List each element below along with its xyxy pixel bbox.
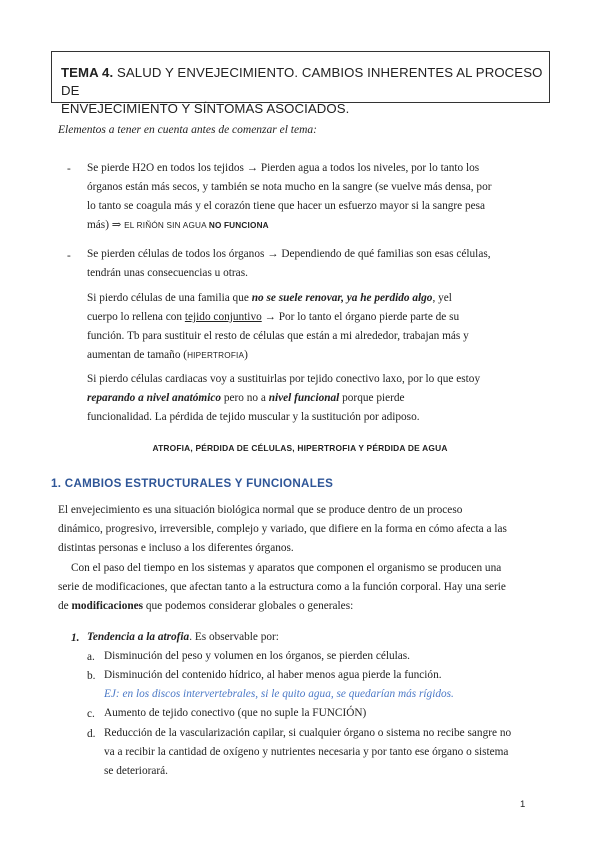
- bullet-1-line-2: órganos están más secos, y también se nota mucho en la sangre (se vuelve más densa, por: [87, 181, 492, 193]
- intro-text: Elementos a tener en cuenta antes de comenzar el tema:: [58, 124, 317, 136]
- para-1-line-1-end: , yel: [432, 292, 452, 304]
- para-1-line-2-start: cuerpo lo rellena con: [87, 311, 185, 323]
- section-p2-line-2: serie de modificaciones, que afectan tanto a la estructura como a la función corporal. Hay una serie: [58, 581, 506, 593]
- title-line-2: ENVEJECIMIENTO Y SÍNTOMAS ASOCIADOS.: [61, 101, 350, 116]
- atrophy-tendency: Tendencia a la atrofia: [87, 631, 190, 643]
- summary-line: ATROFIA, PÉRDIDA DE CÉLULAS, HIPERTROFIA Y PÉRDIDA DE AGUA: [152, 443, 448, 453]
- title-line-1: [61, 64, 549, 100]
- title-box: [51, 51, 550, 116]
- bullet-1-line-1: Se pierde H2O en todos los tejidos → Pierden agua a todos los niveles, por lo tanto los: [87, 162, 480, 174]
- kidney-note: [124, 221, 269, 230]
- anatomic-level-emphasis: reparando a nivel anatómico: [87, 392, 221, 404]
- title-text: SALUD Y ENVEJECIMIENTO. CAMBIOS INHERENTES AL PROCESO DE: [61, 65, 543, 98]
- para-1-line-4: [87, 346, 547, 365]
- para-2-line-1: Si pierdo células cardiacas voy a sustituirlas por tejido conectivo laxo, por lo que estoy: [87, 373, 481, 385]
- para-1-line-3: función. Tb para sustituir el resto de células que están a mi alrededor, trabajan más y: [87, 330, 469, 342]
- kidney-note-text: EL RIÑÓN SIN AGUA: [124, 221, 209, 230]
- section-p1-line-3: distintas personas e incluso a los diferentes órganos.: [58, 542, 294, 554]
- section-p1-line-2: dinámico, progresivo, irreversible, complejo y variado, que difiere en la forma en cómo afecta a las: [58, 523, 507, 535]
- para-1-emphasis: no se suele renovar, ya he perdido algo: [251, 292, 433, 304]
- title-number: TEMA 4.: [61, 65, 114, 80]
- sub-c-letter: c.: [87, 708, 95, 720]
- sub-d-text: [104, 724, 554, 781]
- para-1-line-2: [87, 308, 547, 327]
- section-p2-line-3: [58, 597, 548, 616]
- bullet-1-line-4-start: más) ⇒: [87, 219, 125, 231]
- sub-d-line-2: va a recibir la cantidad de oxígeno y nutrientes necesaria y por tanto ese órgano o sistema: [104, 746, 509, 758]
- sub-c-text: Aumento de tejido conectivo (que no suple la FUNCIÓN): [104, 707, 367, 719]
- section-heading: 1. CAMBIOS ESTRUCTURALES Y FUNCIONALES: [51, 477, 334, 490]
- para-1-line-4-end: ): [244, 349, 248, 361]
- item-1-label-rest: . Es observable por:: [189, 631, 279, 643]
- para-1-line-1-start: Si pierdo células de una familia que: [87, 292, 252, 304]
- item-1-label: [87, 628, 279, 647]
- hypertrophy-term: HIPERTROFIA: [187, 351, 245, 360]
- bullet-2: [87, 245, 547, 283]
- connective-tissue-underlined: tejido conjuntivo: [184, 311, 262, 323]
- sub-b-letter: b.: [87, 670, 96, 682]
- kidney-note-bold: NO FUNCIONA: [208, 221, 269, 230]
- para-2-line-3: funcionalidad. La pérdida de tejido muscular y la sustitución por adiposo.: [87, 411, 420, 423]
- para-1-line-1: [87, 289, 547, 308]
- bullet-dash-2: -: [67, 250, 71, 262]
- bullet-1: [87, 159, 547, 235]
- section-p2-line-1: Con el paso del tiempo en los sistemas y aparatos que componen el organismo se producen una: [71, 562, 502, 574]
- para-2-line-2-end: porque pierde: [339, 392, 405, 404]
- functional-level-emphasis: nivel funcional: [268, 392, 340, 404]
- section-paragraph-1: [58, 501, 548, 558]
- section-p1-line-1: El envejecimiento es una situación biológica normal que se produce dentro de un proceso: [58, 504, 463, 516]
- item-1-number: 1.: [71, 632, 80, 644]
- bullet-2-line-1: Se pierden células de todos los órganos → Dependiendo de qué familias son esas células,: [87, 248, 491, 260]
- para-1-line-2-end: → Por lo tanto el órgano pierde parte de su: [261, 311, 460, 323]
- sub-b-example: EJ: en los discos intervertebrales, si le quito agua, se quedarían más rígidos.: [104, 688, 454, 700]
- page-number: 1: [520, 799, 526, 810]
- modifications-bold: modificaciones: [71, 600, 144, 612]
- sub-a-letter: a.: [87, 651, 95, 663]
- para-2-line-2: [87, 389, 547, 408]
- sub-d-letter: d.: [87, 728, 96, 740]
- bullet-1-line-4: [87, 216, 547, 235]
- sub-d-line-1: Reducción de la vascularización capilar, si cualquier órgano o sistema no recibe sangre no: [104, 727, 512, 739]
- bullet-1-line-3: lo tanto se coagula más y el corazón tiene que hacer un esfuerzo mayor si la sangre pesa: [87, 200, 486, 212]
- sub-d-line-3: se deteriorará.: [104, 765, 168, 777]
- sub-a-text: Disminución del peso y volumen en los órganos, se pierden células.: [104, 650, 411, 662]
- para-2-line-2-mid: pero no a: [221, 392, 269, 404]
- bullet-2-line-2: tendrán unas consecuencias u otras.: [87, 267, 248, 279]
- section-p2-line-3-end: que podemos considerar globales o generales:: [143, 600, 354, 612]
- para-1-line-4-start: aumentan de tamaño (: [87, 349, 188, 361]
- paragraph-hypertrophy: [87, 289, 547, 365]
- section-paragraph-2: [58, 559, 548, 616]
- section-p2-line-3-start: de: [58, 600, 72, 612]
- sub-b-text: Disminución del contenido hídrico, al haber menos agua pierde la función.: [104, 669, 442, 681]
- paragraph-cardiac: [87, 370, 547, 427]
- bullet-dash-1: -: [67, 163, 71, 175]
